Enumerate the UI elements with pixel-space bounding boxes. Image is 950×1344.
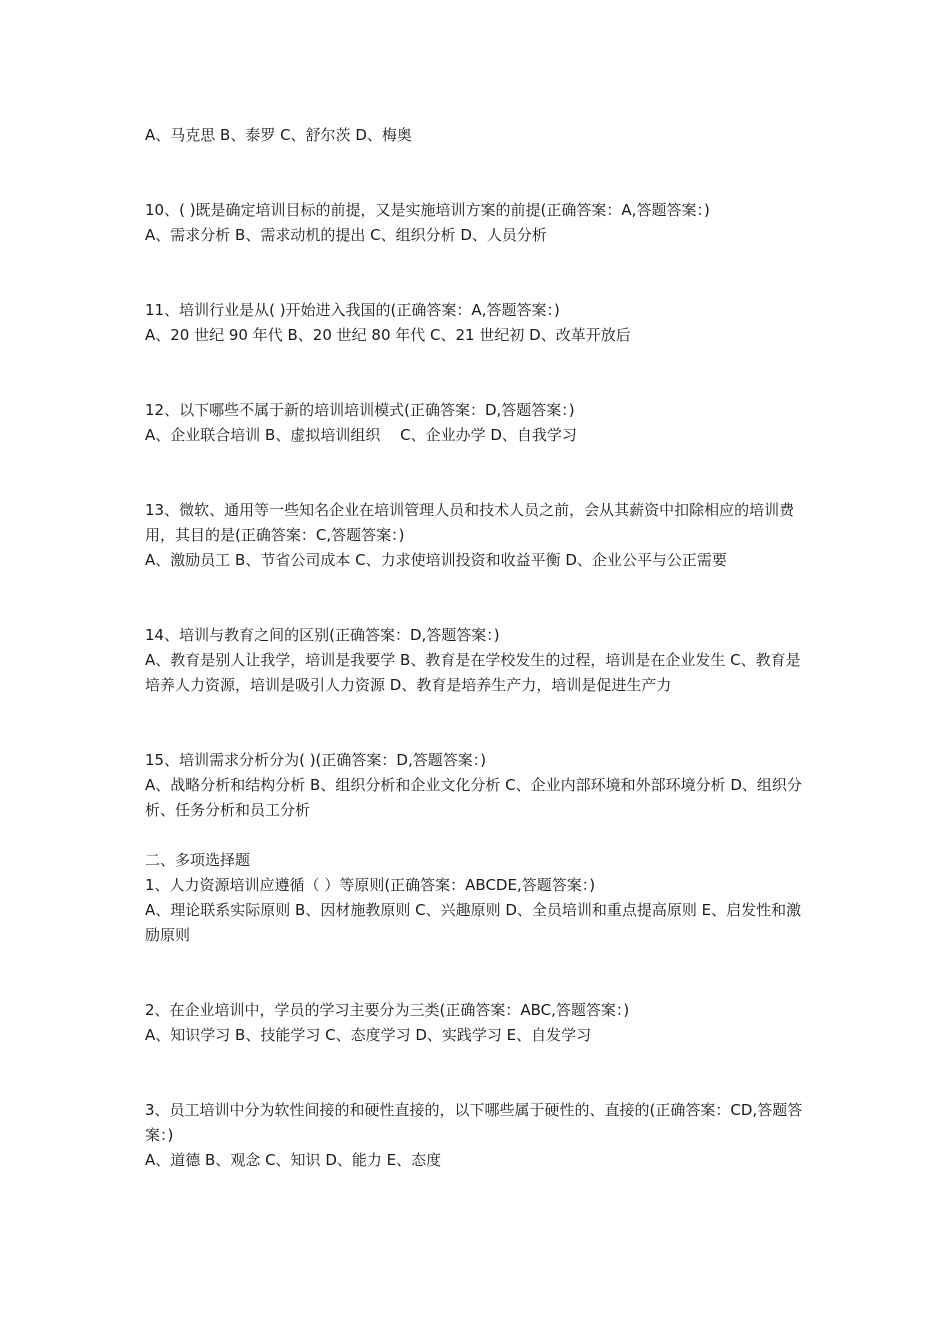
question-12	[145, 398, 810, 448]
document-page	[145, 123, 810, 1173]
question-options: A、教育是别人让我学，培训是我要学 B、教育是在学校发生的过程，培训是在企业发生 C、教育是培养人力资源，培训是吸引人力资源 D、教育是培养生产力，培训是促进生产力	[145, 651, 801, 694]
question-13	[145, 498, 810, 573]
question-text: 11、培训行业是从( )开始进入我国的(正确答案：A,答题答案：)	[145, 301, 560, 319]
question-11	[145, 298, 810, 348]
question-text: 1、人力资源培训应遵循（ ）等原则(正确答案：ABCDE,答题答案：)	[145, 876, 596, 894]
question-options: A、道德 B、观念 C、知识 D、能力 E、态度	[145, 1151, 442, 1169]
q9-options: A、马克思 B、泰罗 C、舒尔茨 D、梅奥	[145, 126, 412, 144]
question-text: 15、培训需求分析分为( )(正确答案：D,答题答案：)	[145, 751, 487, 769]
question-text: 14、培训与教育之间的区别(正确答案：D,答题答案：)	[145, 626, 500, 644]
question-text: 2、在企业培训中，学员的学习主要分为三类(正确答案：ABC,答题答案：)	[145, 1001, 630, 1019]
question-text: 3、员工培训中分为软性间接的和硬性直接的，以下哪些属于硬性的、直接的(正确答案：CD,答题答案：)	[145, 1101, 803, 1144]
question-options: A、战略分析和结构分析 B、组织分析和企业文化分析 C、企业内部环境和外部环境分析 D、组织分析、任务分析和员工分析	[145, 776, 802, 819]
question-options: A、企业联合培训 B、虚拟培训组织 C、企业办学 D、自我学习	[145, 426, 577, 444]
question-text: 13、微软、通用等一些知名企业在培训管理人员和技术人员之前，会从其薪资中扣除相应的培训费用，其目的是(正确答案：C,答题答案：)	[145, 501, 795, 544]
question-text: 12、以下哪些不属于新的培训培训模式(正确答案：D,答题答案：)	[145, 401, 575, 419]
question-14	[145, 623, 810, 698]
question-options: A、激励员工 B、节省公司成本 C、力求使培训投资和收益平衡 D、企业公平与公正需要	[145, 551, 727, 569]
section-title: 二、多项选择题	[145, 851, 251, 869]
question-15	[145, 748, 810, 823]
question-10	[145, 198, 810, 248]
multi-question-1	[145, 873, 810, 948]
question-text: 10、( )既是确定培训目标的前提，又是实施培训方案的前提(正确答案：A,答题答案：)	[145, 201, 710, 219]
question-options: A、理论联系实际原则 B、因材施教原则 C、兴趣原则 D、全员培训和重点提高原则 E、启发性和激励原则	[145, 901, 802, 944]
question-options: A、20 世纪 90 年代 B、20 世纪 80 年代 C、21 世纪初 D、改革开放后	[145, 326, 631, 344]
question-options: A、知识学习 B、技能学习 C、态度学习 D、实践学习 E、自发学习	[145, 1026, 592, 1044]
question-options: A、需求分析 B、需求动机的提出 C、组织分析 D、人员分析	[145, 226, 547, 244]
multi-question-2	[145, 998, 810, 1048]
multi-question-3	[145, 1098, 810, 1173]
